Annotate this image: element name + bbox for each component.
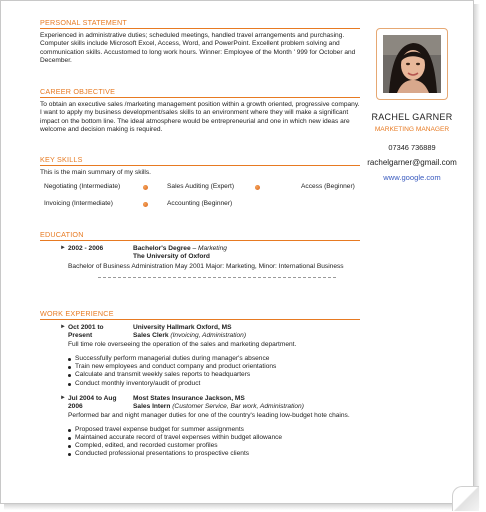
career-objective-text: To obtain an executive sales /marketing management position within a growth oriented, progressive company. I want to apply my business development/sales skills to an environment where they will make a significant impact on the bottom line. The ideal atmosphere would be entrepreneurial and one in which new ideas are welcome and decision making is required. [40,101,360,133]
work-date-line2: Present [68,332,93,339]
work-description: Full time role overseeing the operation of the sales and marketing department. [68,341,297,348]
arrow-right-icon: ► [60,394,66,401]
list-item: Proposed travel expense budget for summer assignments [68,426,360,434]
profile-website-link[interactable]: www.google.com [383,173,441,182]
profile-name: RACHEL GARNER [371,112,453,122]
work-date-line1: Jul 2004 to Aug [68,394,117,402]
work-experience-section [40,309,360,458]
work-position: Sales Intern (Customer Service, Bar work, Administration) [133,402,304,410]
work-description: Performed bar and night manager duties for one of the country's leading low-budget hote chains. [68,411,350,419]
personal-statement-text: Experienced in administrative duties; scheduled meetings, handled travel arrangements and purchasing. Computer skills include Microsoft Excel, Access, Word, and PowerPoint. Excellent problem solving and communication skills. Accustomed to long work hours. Winner: Employee of the Month ' 999 for October and December. [40,32,356,64]
skill-bullet-icon [143,185,148,190]
key-skills-heading: KEY SKILLS [40,155,360,166]
work-entry-2-row2 [40,403,360,411]
profile-photo-frame [376,28,448,100]
profile-phone: 07346 736889 [388,143,436,152]
list-item: Calculate and transmit weekly sales reports to headquarters [68,371,360,379]
skill-item: Negotiating (Intermediate) [44,183,121,191]
education-description: Bachelor of Business Administration May 2001 Major: Marketing, Minor: International Business [68,263,344,270]
arrow-right-icon: ► [60,245,66,251]
profile-role: MARKETING MANAGER [374,126,450,133]
career-objective-heading: CAREER OBJECTIVE [40,87,360,98]
arrow-right-icon: ► [60,324,66,330]
profile-email-link[interactable]: rachelgarner@gmail.com [367,158,457,167]
key-skills-intro: This is the main summary of my skills. [40,169,152,176]
work-position: Sales Clerk (Invoicing, Administration) [133,332,247,339]
list-item: Successfully perform managerial duties during manager's absence [68,355,360,363]
personal-statement-heading: PERSONAL STATEMENT [40,18,360,29]
work-bullet-list [40,426,360,458]
list-item: Compled, edited, and recorded customer profiles [68,442,360,450]
personal-statement-section [40,18,360,65]
education-degree: Bachelor's Degree – Marketing [133,245,227,252]
education-school-row [40,253,360,261]
career-objective-section [40,87,360,134]
list-item: Maintained accurate record of travel expenses within budget allowance [68,434,360,442]
skills-row-2 [40,200,360,210]
key-skills-section [40,155,360,210]
skill-item: Access (Beginner) [301,183,355,191]
work-company: University Hallmark Oxford, MS [133,324,232,331]
list-item: Train new employees and conduct company and product orientations [68,363,360,371]
skill-item: Sales Auditing (Expert) [167,183,235,191]
education-entry [40,245,360,253]
skill-bullet-icon [143,202,148,207]
work-company: Most States Insurance Jackson, MS [133,394,245,402]
page-shadow-bottom [4,504,474,510]
profile-photo [383,35,441,93]
education-date: 2002 - 2006 [68,245,104,252]
work-experience-heading: WORK EXPERIENCE [40,309,360,320]
education-section [40,230,360,278]
page-curl [452,486,479,511]
skill-item: Invoicing (Intermediate) [44,200,113,208]
skill-bullet-icon [255,185,260,190]
work-entry-2 [40,395,360,403]
list-item: Conduct monthly inventory/audit of product [68,380,360,388]
work-entry-1 [40,324,360,332]
education-heading: EDUCATION [40,230,360,241]
skill-item: Accounting (Beginner) [167,200,233,208]
education-school: The University of Oxford [133,253,210,260]
work-entry-1-row2 [40,332,360,340]
skills-row-1 [40,183,360,193]
list-item: Conducted professional presentations to prospective clients [68,450,360,458]
work-bullet-list [40,355,360,387]
section-divider [98,277,336,278]
work-date-line2: 2006 [68,402,83,410]
work-date-line1: Oct 2001 to [68,324,104,331]
page-shadow-right [474,4,480,508]
